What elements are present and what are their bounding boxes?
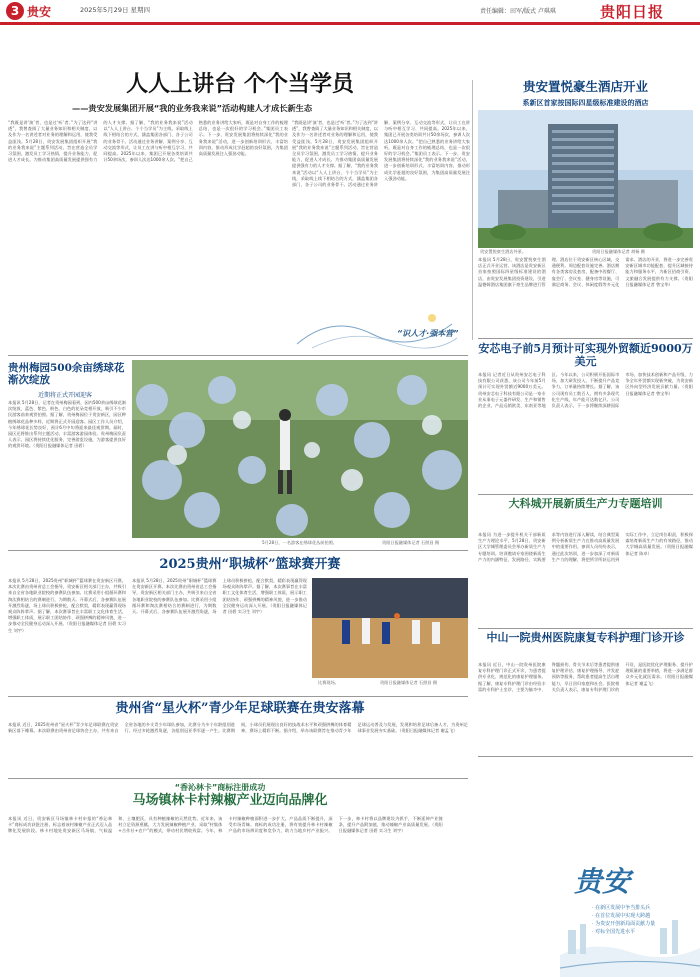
lead-subtitle: ——贵安发展集团开展“我的业务我来说”活动构建人才成长新生态 [72,103,313,113]
basketball-photo [312,578,468,678]
basketball-court-image [312,578,468,678]
lead-body-right: “我既是讲‘演’者，也是过‘听’者。”为了达到“讲透”，我曾查阅了大量业务知识和相关制度，以及作为一名讲述者对业务的理解和运用，使我受益匪浅。5月28日，贵安发展集团组织开展“我的业务我来说”主题系列活动，旨在营造全员学习氛围，激发员工学习热情，提升业务能力，促进人才成长。为推动集团高质量发展提供强有力的人才支撑。据了解，“我的业务我来说”活动以“人人上讲台、个个当学员”为主线，采取线上线下相结合的方式，涵盖集团各部门、各子公司的业务骨干。活动通过业务讲解、案例分享、互动交流等形式，让员工在讲与听中相互学习、共同提高。2025年以来，集团已开展各类培训共计50余场次，参训人次达1000余人次。“把自己熟悉的业务讲给大家听，既是对自身工作的梳理总结，也是一次很好的学习机会。”集团员工表示。下一步，贵安发展集团将持续深化“我的业务我来说”活动，进一步创新培训形式、丰富培训内容，推动形成比学赶超的良好氛围，为集团高质量发展注入强劲动能。 [292,120,470,188]
flowers-title: 贵州梅园500余亩绣球花渐次绽放 [8,362,125,387]
hospital-bottom-rule [478,756,693,757]
lead-banner [292,304,462,354]
hotel-body: 本报讯 5月28日，贵安置悦豪生酒店正式开业运营。该酒店是贵安新区首家按照国际四星级标准建设的酒店，由贵安发展集团投资建设，引进温德姆酒店集团旗下豪生品牌进行管理。酒店位于贵安新区核心区域，交通便利，周边配套设施完善。酒店拥有各类客房及套房，配备中西餐厅、宴会厅、会议室、健身房等设施，可满足商务、会议、休闲度假等多元化需求。酒店的开业，将进一步完善贵安新区城市功能配套，提升区域接待能力和服务水平，为新区招商引资、文旅融合发展提供有力支撑。（贵阳日报融媒体记者 曾宝华） [478,257,693,287]
training-body: 本报讯 为进一步提升机关干部新质生产力理论水平，5月28日，贵安新区大学城管理委员会举办新质生产力专题培训。培训邀请专家围绕新质生产力的内涵特征、发展路径、实践要求等内容进行深入解读，结合典型案例分析新质生产力在推动高质量发展中的重要作用。参训人员纷纷表示，通过此次培训，进一步加深了对新质生产力的理解，将把所学所获运用到实际工作中，立足岗位职责，积极探索培育新质生产力的有效路径，推动大学城高质量发展。（贵阳日报融媒体记者 陈卓） [478,532,693,562]
corner-title: 贵安 [574,865,631,898]
hotel-photo [478,110,693,248]
lead-body: “我既是讲‘演’者，也是过‘听’者。”为了达到“讲透”，我曾查阅了大量业务知识和相关制度，以及作为一名讲述者对业务的理解和运用，使我受益匪浅。5月28日，贵安发展集团组织开展“我的业务我来说”主题系列活动，旨在营造全员学习氛围，激发员工学习热情，提升业务能力，促进人才成长。为推动集团高质量发展提供强有力的人才支撑。据了解，“我的业务我来说”活动以“人人上讲台、个个当学员”为主线，采取线上线下相结合的方式，涵盖集团各部门、各子公司的业务骨干。活动通过业务讲解、案例分享、互动交流等形式，让员工在讲与听中相互学习、共同提高。2025年以来，集团已开展各类培训共计50余场次，参训人次达1000余人次。“把自己熟悉的业务讲给大家听，既是对自身工作的梳理总结，也是一次很好的学习机会。”集团员工表示。下一步，贵安发展集团将持续深化“我的业务我来说”活动，进一步创新培训形式、丰富培训内容，推动形成比学赶超的良好氛围，为集团高质量发展注入强劲动能。 [8,120,288,163]
football-body: 本报讯 近日，2025贵州省“星火杯”青少年足球联赛在贵安新区落下帷幕。本次联赛由贵州省足球协会主办，共有来自全省各地的多支青少年球队参加，比赛分为多个年龄组别进行。经过多轮激烈角逐，各组别冠亚季军逐一产生。比赛期间，小球员们展现出良好的技战术水平和顽强拼搏的体育精神，赛场上精彩不断。据介绍，举办该联赛旨在推动青少年足球运动普及与发展，发现和培养足球后备人才，为贵州足球事业发展夯实基础。（贵阳日报融媒体记者 谢孟飞） [8,722,468,734]
flowers-photo-credit: 贵阳日报融媒体记者 石照昌 摄 [382,540,440,545]
training-title: 大科城开展新质生产力专题培训 [508,497,663,510]
corner-slogan-2: · 在首位发展中实现大跨越 [592,913,651,919]
hydrangea-garden-image [132,360,468,538]
lead-banner-text: “识人才·强本营” [397,329,459,338]
flowers-body: 本报讯 5月28日，记者在贵州梅园看到，园内500余亩绣球花渐次绽放，蓝色、紫色、粉色、白色的花朵竞相开放，吸引不少市民游客前来观赏拍照。据了解，贵州梅园位于贵安新区，园区种植绣球花品种多样，近期将正式开园迎客。园区工作人员介绍，今年绣球花长势良好，预计6月中旬将迎来最佳观赏期。届时，园区还将推出系列主题活动，丰富游客游园体验。贵州梅园负责人表示，园区将持续优化服务，完善游览设施，为游客提供良好的观赏环境。（贵阳日报融媒体记者 田碧） [8,400,126,449]
flowers-photo [132,360,468,538]
basketball-body-mid: 本报讯 5月28日，2025贵州“职城杯”篮球赛在贵安新区开赛。本次比赛由贵州省总工会指导，贵安新区相关部门主办，共吸引来自全省各地职业院校的参赛队伍参加。比赛采用小组循环赛和淘汰赛相结合的赛制进行，为期数天。开幕式后，各参赛队伍展开激烈角逐，场上球员积极拼抢，配合默契，精彩表现赢得现场观众阵阵掌声。据了解，本次赛事旨在丰富职工文化体育生活，增强职工体质，展示职工团结协作、顽强拼搏的精神风貌，进一步推动全民健身运动深入开展。（贵阳日报融媒体记者 田碧 实习生 刘宇） [132,578,307,615]
hotel-subtitle: 系新区首家按国际四星级标准建设的酒店 [522,99,649,107]
basketball-photo-credit: 贵阳日报融媒体记者 石照昌 摄 [380,680,438,685]
basketball-photo-caption: 比赛现场。 [318,680,339,685]
header-rule [0,22,700,25]
section-name: 贵安 [27,5,52,19]
football-title: 贵州省“星火杯”青少年足球联赛在贵安落幕 [115,701,365,716]
chili-kicker: “香沁林卡”商标注册成功 [174,783,266,792]
chili-body: 本报讯 近日，贵安新区马场镇林卡村申报的“香沁林卡”商标成功获批注册，标志着该村辣椒产业正式迈入品牌化发展阶段。林卡村地处贵安新区马场镇，气候温和、土壤肥沃，具有种植辣椒的天然优势。近年来，该村立足资源禀赋，大力发展辣椒种植产业，采取“村集体+合作社+农户”的模式，带动村民增收致富。今年，林卡村辣椒种植面积进一步扩大，产品品质不断提升，深受市场青睐。商标的成功注册，将有效提升林卡村辣椒产品的市场辨识度和竞争力，助力当地乡村产业振兴。下一步，林卡村将以品牌建设为抓手，不断延伸产业链条，提升产品附加值，推动辣椒产业高质量发展。（贵阳日报融媒体记者 田碧 实习生 刘宇） [8,816,443,834]
hotel-photo-credit: 贵阳日报融媒体记者 胡杨 摄 [592,249,645,254]
flowers-subtitle: 近期将正式开园迎客 [38,392,93,399]
hotel-photo-caption: 贵安置悦豪生酒店外景。 [480,249,527,254]
hospital-body: 本报讯 近日，中山一院贵州医院康复专科护理门诊正式开诊，为患者提供专业化、规范化的康复护理服务。据了解，康复专科护理门诊由经验丰富的专科护士坐诊，主要为脑卒中、脊髓损伤、骨关节术后等患者提供康复护理评估、康复护理指导、并发症预防等服务，帮助患者提高生活自理能力，早日回归家庭和社会。医院相关负责人表示，康复专科护理门诊的开设，是医院优化护理服务、提升护理质量的重要举措，将进一步满足群众多元化就医需求。（贵阳日报融媒体记者 谢孟飞） [478,662,693,692]
lead-bottom-rule [8,355,468,356]
chili-title: 马场镇林卡村辣椒产业迈向品牌化 [132,793,328,808]
editors-line: 责任编辑：田军/版式 卢琪琪 [480,8,556,15]
football-bottom-rule [8,778,468,779]
hotel-title: 贵安置悦豪生酒店开业 [522,79,648,94]
corner-slogan-4: · 对标全国先进水平 [592,929,636,935]
hospital-title: 中山一院贵州医院康复专科护理门诊开诊 [486,631,685,644]
column-divider [472,80,473,340]
flowers-bottom-rule [8,550,468,551]
electronics-body: 本报讯 记者近日从贵州安芯电子科技有限公司获悉，该公司今年前5月预计可实现外贸额近9000万美元。贵州安芯电子科技有限公司是一家专业从事电子元器件研发、生产和销售的企业，产品远销欧美、东南亚等地区。今年以来，公司积极开拓国际市场，加大研发投入，不断提升产品竞争力，订单量持续增长。据了解，该公司现有员工数百人，拥有多条现代化生产线，年产能可达数亿只。公司负责人表示，下一步将继续深耕国际市场，加快技术创新和产品升级，力争全年外贸额实现新突破，为贵安新区外向型经济发展贡献力量。（贵阳日报融媒体记者 曾宝华） [478,372,693,409]
electronics-title: 安芯电子前5月预计可实现外贸额近9000万美元 [478,342,693,368]
electronics-bottom-rule [478,494,693,495]
basketball-bottom-rule [8,696,468,697]
hotel-bottom-rule [478,338,693,339]
corner-decoration [560,860,700,977]
page-number-badge: 3 [6,2,24,20]
corner-slogan-3: · 为贵安开创新局面贡献力量 [592,921,656,927]
corner-slogan-1: · 在新区发展中争当排头兵 [592,905,651,911]
issue-date: 2025年5月29日 星期四 [80,6,151,14]
basketball-title: 2025贵州“职城杯”篮球赛开赛 [159,557,341,572]
basketball-body-left: 本报讯 5月28日，2025贵州“职城杯”篮球赛在贵安新区开赛。本次比赛由贵州省总工会指导，贵安新区相关部门主办，共吸引来自全省各地职业院校的参赛队伍参加。比赛采用小组循环赛和淘汰赛相结合的赛制进行，为期数天。开幕式后，各参赛队伍展开激烈角逐，场上球员积极拼抢，配合默契，精彩表现赢得现场观众阵阵掌声。据了解，本次赛事旨在丰富职工文化体育生活，增强职工体质，展示职工团结协作、顽强拼搏的精神风貌，进一步推动全民健身运动深入开展。（贵阳日报融媒体记者 田碧 实习生 刘宇） [8,578,126,633]
training-bottom-rule [478,628,693,629]
lead-title: 人人上讲台 个个当学员 [126,71,354,97]
newspaper-logo: 贵阳日报 [600,3,665,21]
hotel-building-image [478,110,693,248]
flowers-photo-caption: 5月28日，一名游客在绣球花丛前拍照。 [262,540,337,545]
